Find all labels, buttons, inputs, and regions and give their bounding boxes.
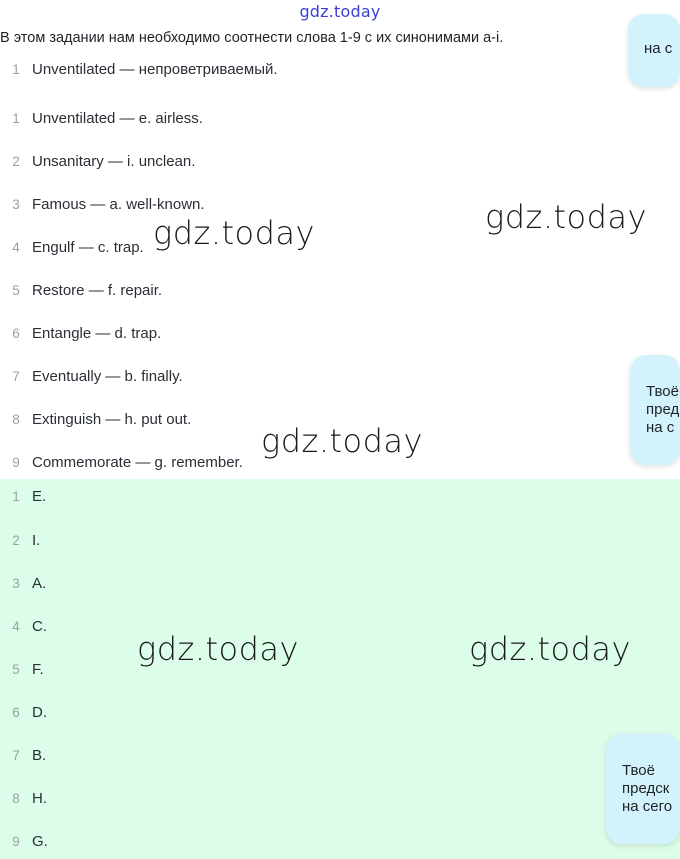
list-item: [0, 787, 47, 811]
popup-text: на с: [644, 40, 673, 57]
row-number: 7: [12, 748, 20, 763]
row-text: Famous — a. well-known.: [32, 196, 205, 213]
list-item: [0, 236, 144, 260]
list-item: [0, 408, 191, 432]
row-number: 1: [12, 489, 20, 504]
promo-popup[interactable]: [630, 355, 680, 465]
row-text: Entangle — d. trap.: [32, 325, 162, 342]
list-item: [0, 365, 183, 389]
list-item: [0, 572, 46, 596]
list-item: [0, 150, 195, 174]
list-item: [0, 322, 161, 346]
row-text: Extinguish — h. put out.: [32, 411, 192, 428]
list-item: [0, 485, 46, 509]
answers-panel: [0, 479, 680, 859]
popup-text: Твоё: [646, 383, 679, 400]
row-text: Unsanitary — i. unclean.: [32, 153, 196, 170]
watermark: gdz.today: [153, 214, 315, 252]
row-text: Unventilated — непроветриваемый.: [32, 61, 278, 78]
row-number: 8: [12, 412, 20, 427]
answer-letter: E.: [32, 488, 47, 505]
list-item: [0, 529, 40, 553]
list-item: [0, 658, 44, 682]
site-logo[interactable]: gdz.today: [299, 2, 381, 21]
list-item: [0, 107, 203, 131]
promo-popup[interactable]: [606, 734, 680, 844]
watermark: gdz.today: [137, 630, 299, 668]
row-number: 8: [12, 791, 20, 806]
row-number: 7: [12, 369, 20, 384]
list-item: [0, 451, 243, 475]
answer-letter: A.: [32, 575, 47, 592]
popup-text: пред: [646, 401, 680, 418]
list-item: [0, 744, 46, 768]
row-number: 5: [12, 662, 20, 677]
row-number: 9: [12, 455, 20, 470]
row-text: Restore — f. repair.: [32, 282, 163, 299]
popup-text: предск: [622, 780, 670, 797]
promo-popup[interactable]: [628, 14, 680, 87]
answer-letter: I.: [32, 532, 41, 549]
example-row: [0, 58, 278, 82]
answer-letter: B.: [32, 747, 47, 764]
list-item: [0, 615, 47, 639]
row-number: 5: [12, 283, 20, 298]
row-number: 3: [12, 576, 20, 591]
row-number: 4: [12, 240, 20, 255]
watermark: gdz.today: [469, 630, 631, 668]
answer-letter: D.: [32, 704, 47, 721]
watermark: gdz.today: [485, 198, 647, 236]
list-item: [0, 279, 162, 303]
popup-text: на сего: [622, 798, 673, 815]
list-item: [0, 701, 47, 725]
row-text: Engulf — c. trap.: [32, 239, 144, 256]
answer-letter: G.: [32, 833, 48, 850]
row-text: Eventually — b. finally.: [32, 368, 183, 385]
list-item: [0, 830, 48, 854]
row-number: 1: [12, 62, 20, 77]
answer-letter: C.: [32, 618, 47, 635]
row-number: 2: [12, 533, 20, 548]
row-number: 6: [12, 326, 20, 341]
answer-letter: H.: [32, 790, 47, 807]
task-instruction: В этом задании нам необходимо соотнести слова 1-9 с их синонимами a-i.: [0, 30, 504, 46]
row-number: 6: [12, 705, 20, 720]
row-number: 4: [12, 619, 20, 634]
row-number: 9: [12, 834, 20, 849]
row-number: 1: [12, 111, 20, 126]
answer-letter: F.: [32, 661, 44, 678]
row-number: 2: [12, 154, 20, 169]
popup-text: на с: [646, 419, 675, 436]
row-text: Unventilated — e. airless.: [32, 110, 203, 127]
popup-text: Твоё: [622, 762, 655, 779]
watermark: gdz.today: [261, 422, 423, 460]
row-number: 3: [12, 197, 20, 212]
row-text: Commemorate — g. remember.: [32, 454, 243, 471]
